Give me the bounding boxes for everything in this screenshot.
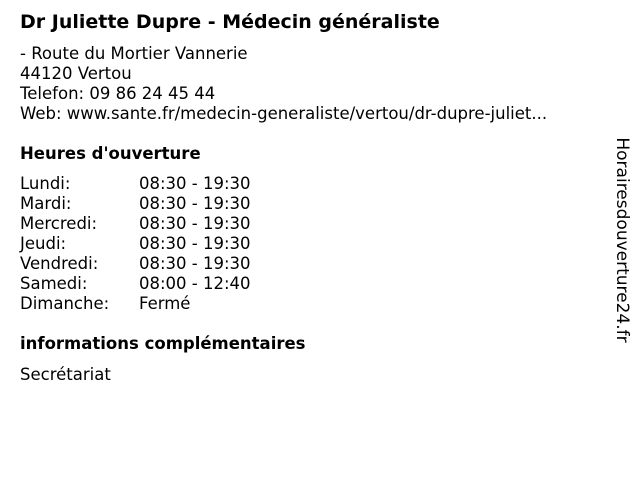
- day-label: Lundi:: [20, 174, 71, 193]
- day-hours: 08:30 - 19:30: [139, 214, 251, 233]
- day-hours: 08:00 - 12:40: [139, 274, 251, 293]
- day-label: Vendredi:: [20, 254, 99, 273]
- address-city: 44120 Vertou: [20, 64, 132, 83]
- website-link[interactable]: Web: www.sante.fr/medecin-generaliste/vertou/dr-dupre-juliet...: [20, 104, 548, 123]
- brand-watermark: Horairesdouverture24.fr: [612, 137, 632, 343]
- day-hours: 08:30 - 19:30: [139, 174, 251, 193]
- extra-info-heading: informations complémentaires: [20, 334, 306, 353]
- day-label: Dimanche:: [20, 294, 110, 313]
- page-title: Dr Juliette Dupre - Médecin généraliste: [20, 11, 440, 33]
- address-street: - Route du Mortier Vannerie: [20, 44, 248, 63]
- phone-number: Telefon: 09 86 24 45 44: [20, 84, 216, 103]
- day-label: Jeudi:: [20, 234, 67, 253]
- day-label: Samedi:: [20, 274, 88, 293]
- opening-hours-heading: Heures d'ouverture: [20, 144, 201, 163]
- day-hours: 08:30 - 19:30: [139, 194, 251, 213]
- day-label: Mardi:: [20, 194, 72, 213]
- day-hours: 08:30 - 19:30: [139, 254, 251, 273]
- day-hours: 08:30 - 19:30: [139, 234, 251, 253]
- extra-info-text: Secrétariat: [20, 365, 111, 384]
- day-hours: Fermé: [139, 294, 191, 313]
- day-label: Mercredi:: [20, 214, 98, 233]
